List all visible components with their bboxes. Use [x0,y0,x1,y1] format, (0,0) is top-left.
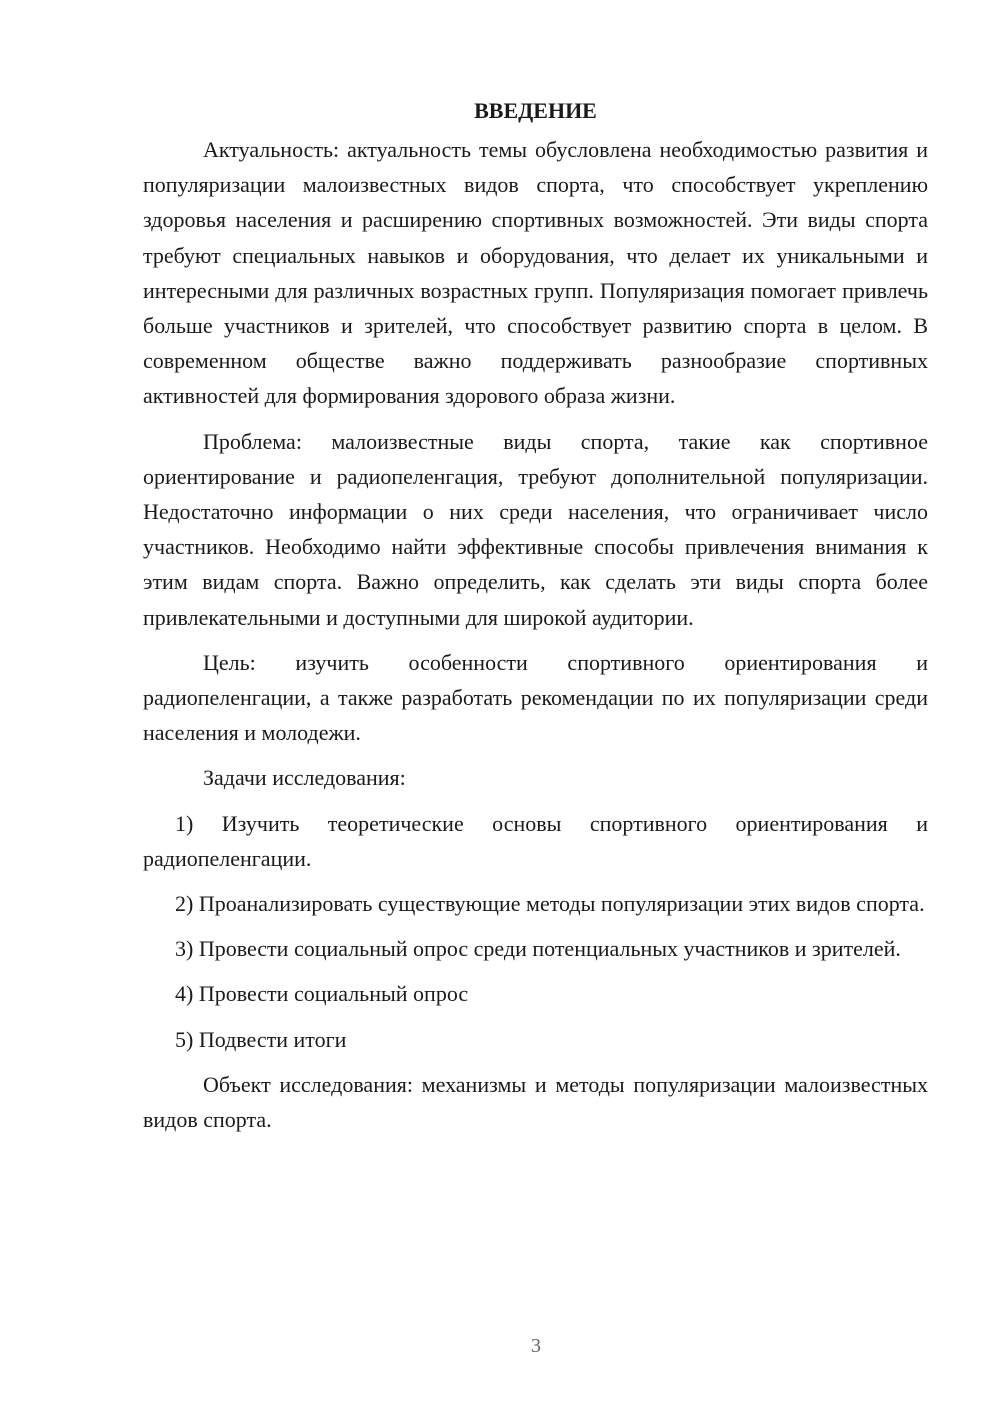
task-item-5: 5) Подвести итоги [175,1026,347,1052]
paragraph-problem: Проблема: малоизвестные виды спорта, такие как спортивное ориентирование и радиопеленгация, требуют дополнительной популяризации. Недостаточно информации о них среди населения, что ограничивает число участников. Необходимо найти эффективные способы привлечения внимания к этим видам спорта. Важно определить, как сделать эти виды спорта более привлекательными и доступными для широкой аудитории. [143,428,928,630]
task-item-1: 1) Изучить теоретические основы спортивного ориентирования и радиопеленгации. [143,810,928,871]
task-item-4: 4) Провести социальный опрос [175,981,469,1007]
task-item-3: 3) Провести социальный опрос среди потенциальных участников и зрителей. [175,936,901,962]
paragraph-tasks-heading: Задачи исследования: [203,765,406,791]
page-title: ВВЕДЕНИЕ [474,98,597,123]
paragraph-goal: Цель: изучить особенности спортивного ориентирования и радиопеленгации, а также разработать рекомендации по их популяризации среди населения и молодежи. [143,649,928,746]
task-item-2: 2) Проанализировать существующие методы популяризации этих видов спорта. [175,891,925,917]
paragraph-relevance: Актуальность: актуальность темы обусловлена необходимостью развития и популяризации малоизвестных видов спорта, что способствует укреплению здоровья населения и расширению спортивных возможностей. Эти виды спорта требуют специальных навыков и оборудования, что делает их уникальными и интересными для различных возрастных групп. Популяризация помогает привлечь больше участников и зрителей, что способствует развитию спорта в целом. В современном обществе важно поддерживать разнообразие спортивных активностей для формирования здорового образа жизни. [143,137,928,409]
page-number: 3 [531,1335,541,1357]
paragraph-research-object: Объект исследования: механизмы и методы популяризации малоизвестных видов спорта. [143,1071,928,1133]
page-body [143,94,928,1137]
